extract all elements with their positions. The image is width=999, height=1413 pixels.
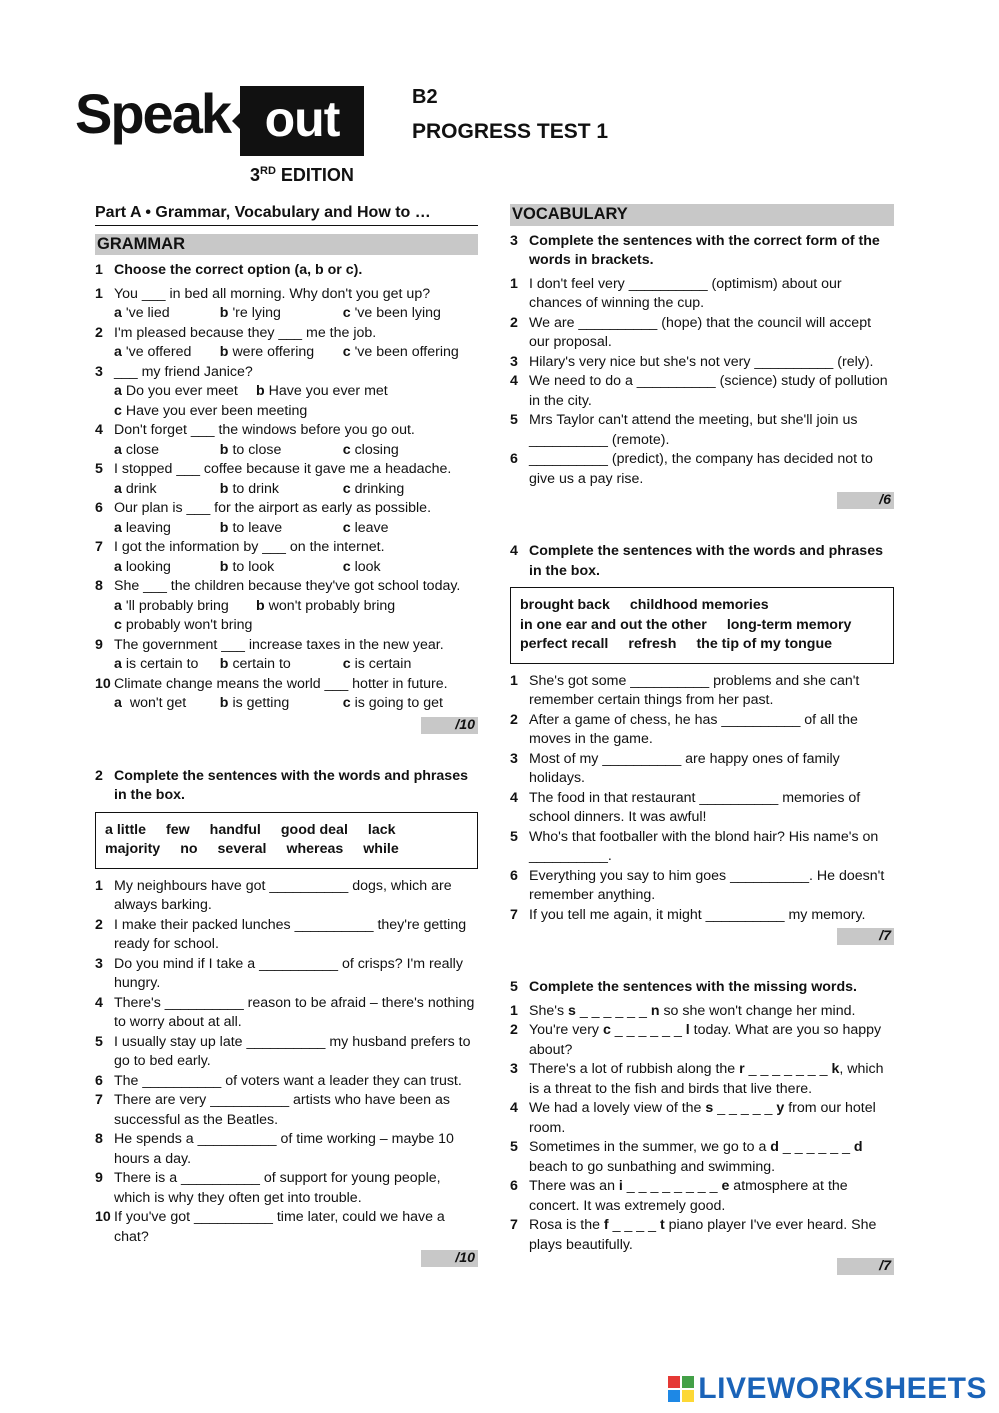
word-box-item: lack [367, 821, 396, 838]
logo-square [668, 1390, 680, 1402]
first-letter: d [770, 1139, 779, 1155]
question-item [95, 324, 478, 344]
answer-option[interactable]: b were offering [219, 344, 315, 360]
answer-option[interactable]: b to leave [219, 519, 283, 536]
answer-option[interactable]: b won't probably bring [256, 597, 396, 614]
answer-option[interactable]: b 're lying [219, 305, 281, 321]
question-item [95, 499, 478, 519]
question-number: 1 [510, 275, 518, 292]
word-box-item: no [180, 841, 198, 857]
first-letter: s [705, 1100, 714, 1116]
answer-option[interactable]: b to drink [219, 480, 279, 497]
logo-square [682, 1376, 694, 1388]
question-item [510, 867, 894, 906]
answer-options [95, 402, 478, 422]
last-letter: l [685, 1022, 690, 1038]
letter-gaps: _ _ _ _ [608, 1217, 660, 1233]
question-text[interactable]: Do you mind if I take a __________ of crisps? I'm really hungry. [114, 955, 463, 991]
question-text[interactable]: I make their packed lunches __________ they're getting ready for school. [114, 916, 467, 952]
answer-option[interactable]: b certain to [219, 656, 291, 672]
answer-options [95, 694, 478, 714]
question-item [95, 1208, 478, 1247]
question-text[interactable]: Most of my __________ are happy ones of family holidays. [529, 750, 840, 786]
answer-options [95, 343, 478, 363]
question-number: 4 [510, 1100, 518, 1116]
last-letter: y [776, 1100, 785, 1116]
question-number: 3 [510, 750, 518, 767]
right-column [510, 203, 894, 1275]
answer-option[interactable]: c look [342, 558, 381, 575]
question-text: Our plan is ___ for the airport as early as possible. [114, 500, 432, 516]
answer-option[interactable]: a drink [114, 480, 157, 497]
answer-option[interactable]: a 've offered [114, 344, 192, 360]
question-text[interactable]: Mrs Taylor can't attend the meeting, but she'll join us __________ (remote). [529, 412, 858, 448]
question-item [95, 460, 478, 480]
word-box-item: childhood memories [629, 597, 769, 613]
word-box-item: good deal [280, 821, 348, 838]
letter-gaps: _ _ _ _ _ _ _ [744, 1061, 832, 1077]
question-text: She ___ the children because they've got school today. [114, 578, 461, 594]
question-text[interactable]: I don't feel very __________ (optimism) about our chances of winning the cup. [529, 275, 842, 311]
question-text: ___ my friend Janice? [114, 363, 253, 380]
question-number: 6 [95, 500, 103, 516]
first-letter: i [618, 1178, 623, 1194]
question-item [95, 1033, 478, 1072]
answer-option[interactable]: a close [114, 441, 160, 458]
task-2-word-box [95, 812, 478, 869]
question-item [95, 636, 478, 656]
question-item [95, 538, 478, 558]
question-item [510, 789, 894, 828]
word-box-item: brought back [520, 597, 610, 613]
question-text[interactable]: We had a lovely view of the s _ _ _ _ _ y from our hotel room. [529, 1100, 876, 1136]
task-2-instruction: 2 Complete the sentences with the words and phrases in the box. [95, 767, 468, 803]
question-text: The government ___ increase taxes in the new year. [114, 636, 444, 653]
question-number: 2 [510, 711, 518, 728]
question-item [510, 1060, 894, 1099]
question-number: 7 [95, 1092, 103, 1108]
answer-options [95, 441, 478, 461]
question-item [95, 1091, 478, 1130]
edition-label [250, 165, 354, 186]
question-number: 2 [95, 916, 103, 933]
question-text[interactable]: She's got some __________ problems and she can't remember certain things from her past. [529, 672, 860, 708]
question-item [95, 955, 478, 994]
question-text[interactable]: After a game of chess, he has __________ of all the moves in the game. [529, 711, 858, 747]
question-text[interactable]: Who's that footballer with the blond hair? His name's on __________. [529, 828, 879, 864]
question-number: 8 [95, 1131, 103, 1147]
question-number: 4 [95, 994, 103, 1011]
question-text[interactable]: You're very c _ _ _ _ _ _ l today. What are you so happy about? [529, 1022, 882, 1058]
question-text[interactable]: If you tell me again, it might __________ my memory. [529, 906, 866, 923]
question-text: Don't forget ___ the windows before you go out. [114, 422, 415, 438]
question-item [510, 906, 894, 926]
task-1-score: /10 [421, 717, 478, 734]
word-box-item: perfect recall [520, 636, 609, 652]
answer-options [95, 304, 478, 324]
first-letter: c [602, 1022, 611, 1038]
question-number: 3 [510, 1061, 518, 1077]
word-box-item: in one ear and out the other [520, 616, 707, 633]
question-number: 2 [510, 1022, 518, 1038]
question-item [95, 1130, 478, 1169]
question-item [510, 1138, 894, 1177]
question-text: Climate change means the world ___ hotter in future. [114, 675, 448, 692]
question-number: 5 [510, 1139, 518, 1155]
first-letter: f [603, 1217, 609, 1233]
level-label: B2 [412, 86, 438, 108]
word-box-item: few [166, 821, 190, 838]
liveworksheets-logo-icon [668, 1376, 694, 1402]
question-text[interactable]: There are very __________ artists who have been as successful as the Beatles. [114, 1092, 450, 1128]
question-item [95, 421, 478, 441]
question-text[interactable]: We are __________ (hope) that the council will accept our proposal. [529, 314, 872, 350]
word-box-item: handful [209, 821, 261, 838]
answer-option[interactable]: c closing [342, 441, 399, 458]
question-text[interactable]: Hilary's very nice but she's not very __________ (rely). [529, 353, 874, 370]
word-box-item: long-term memory [726, 616, 852, 633]
question-item [95, 1072, 478, 1092]
question-number: 4 [95, 422, 103, 438]
question-item [510, 372, 894, 411]
question-number: 6 [95, 1072, 103, 1089]
question-item [95, 285, 478, 305]
question-number: 8 [95, 578, 103, 594]
task-4-word-box [510, 587, 894, 664]
word-box-item: several [217, 841, 267, 857]
answer-option[interactable]: a is certain to [114, 656, 199, 672]
letter-gaps: _ _ _ _ _ _ [610, 1022, 686, 1038]
question-text[interactable]: We need to do a __________ (science) study of pollution in the city. [529, 373, 888, 409]
answer-options [95, 480, 478, 500]
logo-out: out [240, 86, 364, 156]
question-number: 5 [510, 412, 518, 428]
question-number: 9 [95, 1170, 103, 1186]
last-letter: k [831, 1061, 840, 1077]
liveworksheets-text: LIVEWORKSHEETS [698, 1372, 987, 1405]
first-letter: r [739, 1061, 745, 1077]
question-number: 6 [510, 1178, 518, 1194]
question-number: 7 [95, 539, 103, 555]
question-number: 9 [95, 636, 103, 653]
question-item [510, 275, 894, 314]
word-box-item: refresh [628, 636, 677, 652]
question-item [510, 828, 894, 867]
last-letter: t [659, 1217, 665, 1233]
answer-option[interactable]: a Do you ever meet [114, 383, 238, 399]
answer-option[interactable]: c Have you ever been meeting [114, 402, 308, 419]
question-number: 10 [95, 675, 111, 692]
question-number: 1 [95, 285, 103, 302]
answer-option[interactable]: a 'll probably bring [114, 597, 229, 614]
question-item [95, 994, 478, 1033]
question-text[interactable]: There is a __________ of support for young people, which is why they often get into trouble. [114, 1170, 441, 1206]
question-item [510, 1099, 894, 1138]
question-number: 1 [510, 1002, 518, 1019]
question-item [510, 1177, 894, 1216]
question-text[interactable]: She's s _ _ _ _ _ _ n so she won't change her mind. [529, 1002, 856, 1019]
task-5-instruction: 5 Complete the sentences with the missing words. [510, 979, 857, 995]
edition-text: EDITION [280, 165, 354, 185]
question-text: I got the information by ___ on the internet. [114, 539, 385, 555]
question-text: I'm pleased because they ___ me the job. [114, 324, 377, 341]
letter-gaps: _ _ _ _ _ [713, 1100, 777, 1116]
question-item [510, 450, 894, 489]
logo-square [682, 1390, 694, 1402]
question-text[interactable]: There was an i _ _ _ _ _ _ _ _ e atmosphere at the concert. It was extremely good. [529, 1178, 848, 1214]
last-letter: d [853, 1139, 863, 1155]
vocabulary-heading: VOCABULARY [510, 204, 894, 226]
answer-option[interactable]: b is getting [219, 695, 290, 711]
answer-option[interactable]: b to close [219, 441, 282, 458]
question-text[interactable]: Everything you say to him goes __________. He doesn't remember anything. [529, 867, 885, 903]
first-letter: s [568, 1002, 576, 1019]
question-number: 6 [510, 867, 518, 884]
answer-option[interactable]: c is certain [342, 656, 412, 672]
question-number: 5 [95, 461, 103, 477]
task-4-score: /7 [837, 928, 894, 945]
question-item [510, 1002, 894, 1022]
grammar-heading: GRAMMAR [95, 234, 478, 256]
left-column [95, 203, 478, 1267]
question-number: 3 [95, 955, 103, 972]
letter-gaps: _ _ _ _ _ _ [778, 1139, 854, 1155]
answer-options [95, 655, 478, 675]
answer-options [95, 382, 478, 402]
question-item [510, 353, 894, 373]
task-5-questions [510, 1002, 894, 1256]
edition-number: 3 [250, 165, 261, 185]
question-text[interactable]: If you've got __________ time later, could we have a chat? [114, 1209, 445, 1245]
question-number: 10 [95, 1209, 111, 1225]
answer-options [95, 616, 478, 636]
answer-options [95, 519, 478, 539]
edition-suffix: RD [260, 165, 276, 177]
answer-option[interactable]: c is going to get [342, 695, 443, 711]
last-letter: e [721, 1178, 730, 1194]
question-text[interactable]: The __________ of voters want a leader they can trust. [114, 1072, 462, 1089]
task-3-questions [510, 275, 894, 490]
question-text: I stopped ___ coffee because it gave me a headache. [114, 461, 452, 477]
question-number: 6 [510, 451, 518, 467]
word-box-item: while [363, 841, 399, 857]
question-number: 4 [510, 789, 518, 806]
word-box-item: majority [105, 841, 161, 857]
task-4-questions [510, 672, 894, 926]
answer-option[interactable]: a won't get [114, 695, 187, 711]
question-item [510, 314, 894, 353]
question-item [510, 1021, 894, 1060]
question-text[interactable]: Sometimes in the summer, we go to a d _ _ _ _ _ _ d beach to go sunbathing and swimming. [529, 1139, 863, 1175]
question-item [95, 577, 478, 597]
answer-option[interactable]: c leave [342, 519, 389, 536]
task-3-score: /6 [837, 492, 894, 509]
letter-gaps: _ _ _ _ _ _ [575, 1002, 651, 1019]
question-text[interactable]: I usually stay up late __________ my husband prefers to go to bed early. [114, 1033, 471, 1069]
question-text[interactable]: Rosa is the f _ _ _ _ t piano player I've ever heard. She plays beautifully. [529, 1217, 877, 1253]
answer-option[interactable]: a 've lied [114, 305, 170, 321]
task-2-questions [95, 877, 478, 1248]
question-text[interactable]: He spends a __________ of time working – maybe 10 hours a day. [114, 1131, 454, 1167]
task-1-questions [95, 285, 478, 714]
task-5-score: /7 [837, 1258, 894, 1275]
question-number: 1 [95, 877, 103, 894]
logo-square [668, 1376, 680, 1388]
last-letter: n [650, 1002, 660, 1019]
question-item [95, 1169, 478, 1208]
word-box-item: whereas [286, 841, 344, 857]
question-item [510, 711, 894, 750]
task-4-instruction: 4 Complete the sentences with the words and phrases in the box. [510, 543, 883, 579]
answer-option[interactable]: b Have you ever met [256, 383, 388, 399]
question-item [95, 877, 478, 916]
question-number: 3 [510, 353, 518, 370]
question-text: You ___ in bed all morning. Why don't you get up? [114, 285, 431, 302]
word-box-item: the tip of my tongue [696, 636, 832, 652]
question-text[interactable]: The food in that restaurant __________ memories of school dinners. It was awful! [529, 789, 861, 825]
question-item [95, 675, 478, 695]
question-number: 7 [510, 906, 518, 923]
question-text[interactable]: __________ (predict), the company has decided not to give us a pay rise. [529, 451, 873, 487]
question-text[interactable]: My neighbours have got __________ dogs, which are always barking. [114, 877, 452, 913]
answer-option[interactable]: c 've been lying [342, 305, 441, 321]
answer-options [95, 597, 478, 617]
liveworksheets-watermark [668, 1372, 987, 1406]
question-number: 5 [95, 1033, 103, 1050]
test-title: PROGRESS TEST 1 [412, 120, 609, 143]
question-number: 5 [510, 828, 518, 845]
answer-option[interactable]: c 've been offering [342, 344, 459, 360]
question-text[interactable]: There's __________ reason to be afraid – there's nothing to worry about at all. [114, 994, 475, 1030]
task-3-instruction: 3 Complete the sentences with the correct form of the words in brackets. [510, 232, 880, 268]
logo-speak: Speak [75, 82, 230, 145]
answer-option[interactable]: a looking [114, 558, 171, 575]
question-item [95, 363, 478, 383]
question-number: 2 [95, 324, 103, 341]
question-number: 2 [510, 314, 518, 331]
question-item [510, 672, 894, 711]
question-number: 7 [510, 1217, 518, 1233]
answer-option[interactable]: c drinking [342, 480, 405, 497]
answer-option[interactable]: c probably won't bring [114, 617, 253, 633]
question-item [510, 411, 894, 450]
task-1-instruction: 1 Choose the correct option (a, b or c). [95, 262, 363, 278]
task-2-score: /10 [421, 1250, 478, 1267]
question-item [510, 1216, 894, 1255]
part-heading: Part A • Grammar, Vocabulary and How to … [95, 203, 478, 226]
answer-options [95, 558, 478, 578]
answer-option[interactable]: b to look [219, 558, 275, 575]
question-text[interactable]: There's a lot of rubbish along the r _ _ _ _ _ _ _ k, which is a threat to the fish and birds that live there. [529, 1061, 884, 1097]
answer-option[interactable]: a leaving [114, 519, 171, 536]
question-number: 3 [95, 363, 103, 380]
letter-gaps: _ _ _ _ _ _ _ _ [622, 1178, 722, 1194]
question-item [510, 750, 894, 789]
question-number: 4 [510, 373, 518, 389]
question-item [95, 916, 478, 955]
word-box-item: a little [105, 821, 146, 838]
question-number: 1 [510, 672, 518, 689]
